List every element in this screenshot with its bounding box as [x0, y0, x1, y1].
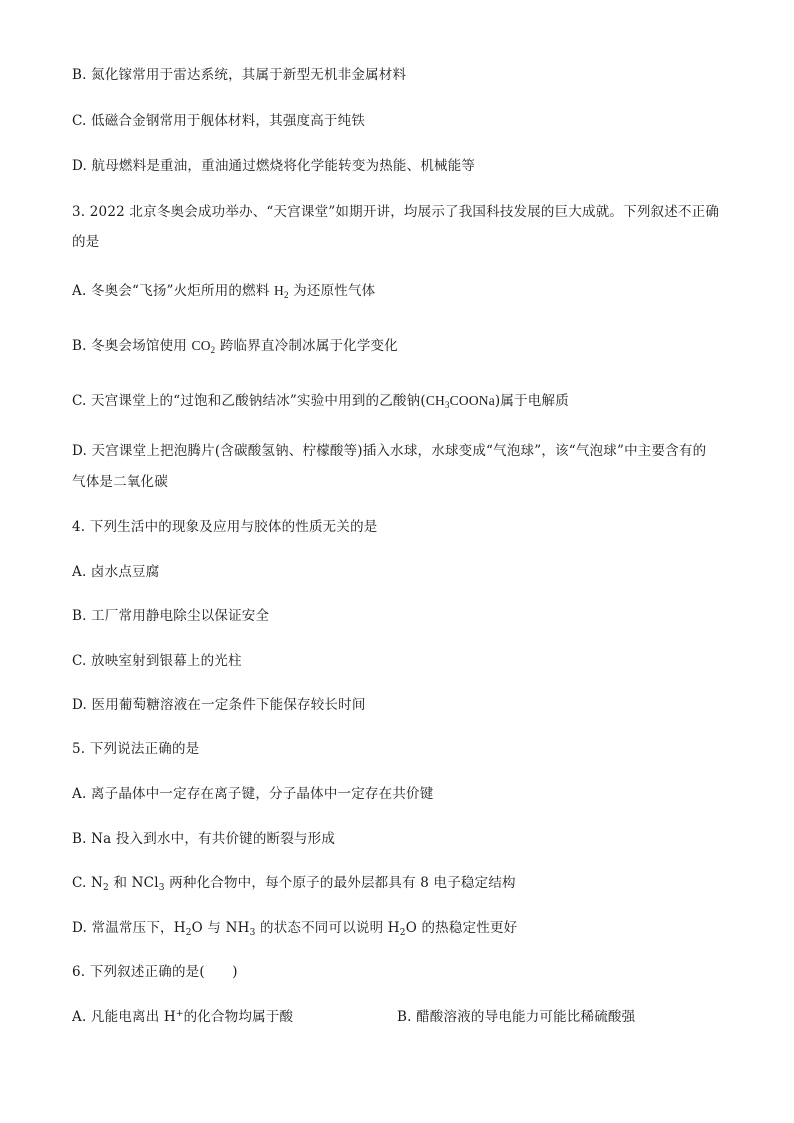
formula-ch3coona: [426, 393, 495, 408]
q3-option-c-tail: )属于电解质: [494, 393, 569, 409]
q6-stem: 6. 下列叙述正确的是( ): [72, 964, 238, 980]
q5-option-d-tail: O 的热稳定性更好: [405, 920, 518, 936]
q5-option-d-text: D. 常温常压下，H: [72, 920, 186, 936]
q6-option-a-tail: 的化合物均属于酸: [183, 1009, 294, 1025]
formula-ch3-subscript: 3: [444, 400, 450, 410]
q5-option-c-sub2: 3: [158, 883, 165, 893]
q3-option-d-line2: 气体是二氧化碳: [72, 474, 168, 490]
formula-coona-symbol: COONa: [449, 393, 495, 408]
q5-option-d-sub1: 2: [185, 928, 192, 938]
q6-option-a-sup: +: [175, 1009, 184, 1019]
q5-option-d: [72, 919, 517, 937]
q3-option-a-tail: 为还原性气体: [288, 283, 376, 299]
q3-option-a-text: A. 冬奥会“飞扬”火炬所用的燃料: [72, 283, 275, 299]
q5-option-b: B. Na 投入到水中，有共价键的断裂与形成: [72, 831, 336, 847]
q3-option-d-line1: D. 天宫课堂上把泡腾片(含碳酸氢钠、柠檬酸等)插入水球，水球变成“气泡球”，该“气泡球”中主要含有的: [72, 443, 707, 459]
q5-option-a: A. 离子晶体中一定存在离子键，分子晶体中一定存在共价键: [72, 786, 434, 802]
q3-option-b-tail: 跨临界直冷制冰属于化学变化: [215, 338, 398, 354]
formula-co2-subscript: 2: [210, 345, 216, 355]
q5-option-c: [72, 874, 516, 892]
q3-option-a: [72, 282, 375, 300]
formula-h2-symbol: H: [274, 283, 284, 298]
q2-option-d: D. 航母燃料是重油，重油通过燃烧将化学能转变为热能、机械能等: [72, 158, 476, 174]
q6-option-a: [72, 1009, 293, 1025]
q6-options-row: [72, 1008, 722, 1026]
q3-option-b-text: B. 冬奥会场馆使用: [72, 338, 192, 354]
q6-option-a-text: A. 凡能电离出 H: [72, 1009, 176, 1025]
q5-option-d-sub2: 3: [249, 928, 256, 938]
q2-option-c: C. 低磁合金钢常用于舰体材料，其强度高于纯铁: [72, 113, 366, 129]
q5-option-c-text: C. N: [72, 875, 104, 891]
q5-option-d-sub3: 2: [399, 928, 406, 938]
q4-option-a: A. 卤水点豆腐: [72, 564, 160, 580]
q4-option-b: B. 工厂常用静电除尘以保证安全: [72, 608, 270, 624]
q5-stem: 5. 下列说法正确的是: [72, 741, 200, 757]
q6-option-b: B. 醋酸溶液的导电能力可能比稀硫酸强: [397, 1009, 636, 1025]
formula-co2: [192, 338, 216, 353]
q3-stem-line2: 的是: [72, 234, 100, 250]
q5-option-d-mid2: 的状态不同可以说明 H: [255, 920, 400, 936]
q3-option-c: [72, 392, 569, 410]
formula-ch3-symbol: CH: [425, 393, 445, 408]
q3-option-b: [72, 337, 398, 355]
formula-h2: [274, 283, 289, 298]
q5-option-c-sub1: 2: [103, 883, 109, 893]
q3-option-c-text: C. 天宫课堂上的“过饱和乙酸钠结冰”实验中用到的乙酸钠(: [72, 393, 426, 409]
q5-option-c-mid: 和 NCl: [108, 875, 159, 891]
q4-option-c: C. 放映室射到银幕上的光柱: [72, 653, 242, 669]
formula-h2-subscript: 2: [283, 290, 289, 300]
q5-option-c-tail: 两种化合物中，每个原子的最外层都具有 8 电子稳定结构: [164, 875, 516, 891]
q4-option-d: D. 医用葡萄糖溶液在一定条件下能保存较长时间: [72, 697, 366, 713]
formula-co2-symbol: CO: [191, 338, 211, 353]
q2-option-b: B. 氮化镓常用于雷达系统，其属于新型无机非金属材料: [72, 67, 407, 83]
q4-stem: 4. 下列生活中的现象及应用与胶体的性质无关的是: [72, 519, 378, 535]
q5-option-d-mid1: O 与 NH: [191, 920, 250, 936]
q3-stem-line1: 3. 2022 北京冬奥会成功举办、“天宫课堂”如期开讲，均展示了我国科技发展的巨大成就。下列叙述不正确: [72, 204, 720, 220]
